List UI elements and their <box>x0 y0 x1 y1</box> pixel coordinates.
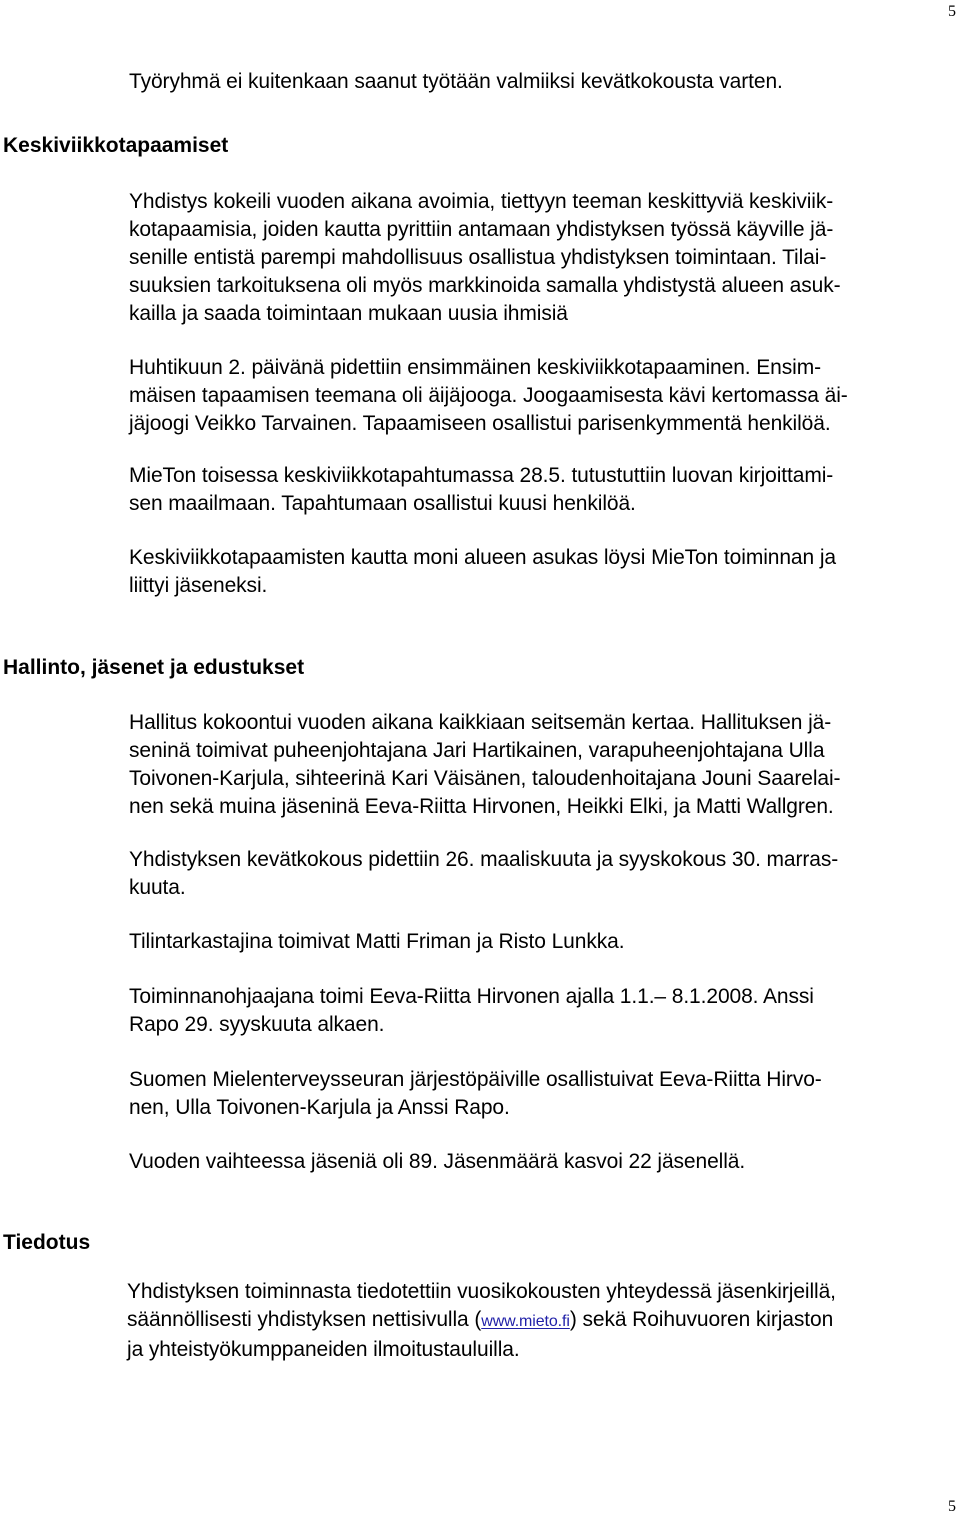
text-line: Toiminnanohjaajana toimi Eeva-Riitta Hirvonen ajalla 1.1.– 8.1.2008. Anssi <box>129 985 814 1008</box>
hallinto-paragraph-5 <box>129 1066 953 1122</box>
hallinto-paragraph-3 <box>129 928 953 956</box>
text-line: senille entistä parempi mahdollisuus osallistua yhdistyksen toimintaan. Tilai- <box>129 246 827 269</box>
text-line: Yhdistyksen toiminnasta tiedotettiin vuosikokousten yhteydessä jäsenkirjeillä, <box>127 1280 836 1303</box>
text-line: Rapo 29. syyskuuta alkaen. <box>129 1013 385 1036</box>
text-line: seninä toimivat puheenjohtajana Jari Hartikainen, varapuheenjohtajana Ulla <box>129 739 825 762</box>
text-line: Hallitus kokoontui vuoden aikana kaikkiaan seitsemän kertaa. Hallituksen jä- <box>129 711 832 734</box>
mieto-website-link[interactable]: www.mieto.fi <box>481 1313 570 1330</box>
text-line: mäisen tapaamisen teemana oli äijäjooga. Joogaamisesta kävi kertomassa äi- <box>129 384 848 407</box>
text-line: nen sekä muina jäseninä Eeva-Riitta Hirvonen, Heikki Elki, ja Matti Wallgren. <box>129 795 834 818</box>
hallinto-paragraph-4 <box>129 983 953 1039</box>
heading-keskiviikkotapaamiset: Keskiviikkotapaamiset <box>3 134 229 157</box>
keskiviikko-paragraph-1 <box>129 188 953 328</box>
text-line: Suomen Mielenterveysseuran järjestöpäiville osallistuivat Eeva-Riitta Hirvo- <box>129 1068 822 1091</box>
page-number-top: 5 <box>948 3 956 20</box>
keskiviikko-paragraph-3 <box>129 462 953 518</box>
text-line: Toivonen-Karjula, sihteerinä Kari Väisänen, taloudenhoitajana Jouni Saarelai- <box>129 767 841 790</box>
keskiviikko-paragraph-4 <box>129 544 953 600</box>
text-line: kailla ja saada toimintaan mukaan uusia ihmisiä <box>129 302 568 325</box>
heading-hallinto: Hallinto, jäsenet ja edustukset <box>3 656 305 679</box>
text-line: jäjoogi Veikko Tarvainen. Tapaamiseen osallistui parisenkymmentä henkilöä. <box>129 412 831 435</box>
tiedotus-paragraph <box>127 1278 951 1364</box>
text-line: Työryhmä ei kuitenkaan saanut työtään valmiiksi kevätkokousta varten. <box>129 70 783 93</box>
text-line: Vuoden vaihteessa jäseniä oli 89. Jäsenmäärä kasvoi 22 jäsenellä. <box>129 1150 746 1173</box>
heading-tiedotus: Tiedotus <box>3 1231 91 1254</box>
intro-paragraph <box>129 68 953 96</box>
page-number-bottom: 5 <box>948 1498 956 1515</box>
keskiviikko-paragraph-2 <box>129 354 953 438</box>
text-line: liittyi jäseneksi. <box>129 574 268 597</box>
hallinto-paragraph-2 <box>129 846 953 902</box>
text-line: Yhdistyksen kevätkokous pidettiin 26. maaliskuuta ja syyskokous 30. marras- <box>129 848 839 871</box>
hallinto-paragraph-1 <box>129 709 953 821</box>
text-line: kuuta. <box>129 876 186 899</box>
text-line-with-link <box>127 1306 951 1336</box>
text-segment: ) sekä Roihuvuoren kirjaston <box>569 1308 834 1331</box>
text-line: suuksien tarkoituksena oli myös markkinoida samalla yhdistystä alueen asuk- <box>129 274 841 297</box>
text-line: MieTon toisessa keskiviikkotapahtumassa 28.5. tutustuttiin luovan kirjoittami- <box>129 464 834 487</box>
text-line: sen maailmaan. Tapahtumaan osallistui kuusi henkilöä. <box>129 492 636 515</box>
text-line: Yhdistys kokeili vuoden aikana avoimia, tiettyyn teeman keskittyviä keskiviik- <box>129 190 834 213</box>
text-line: nen, Ulla Toivonen-Karjula ja Anssi Rapo. <box>129 1096 510 1119</box>
text-line: Huhtikuun 2. päivänä pidettiin ensimmäinen keskiviikkotapaaminen. Ensim- <box>129 356 821 379</box>
text-line: kotapaamisia, joiden kautta pyrittiin antamaan yhdistyksen työssä käyville jä- <box>129 218 834 241</box>
text-line: Tilintarkastajina toimivat Matti Friman ja Risto Lunkka. <box>129 930 625 953</box>
text-line: ja yhteistyökumppaneiden ilmoitustauluilla. <box>127 1338 520 1361</box>
text-line: Keskiviikkotapaamisten kautta moni alueen asukas löysi MieTon toiminnan ja <box>129 546 836 569</box>
text-segment: säännöllisesti yhdistyksen nettisivulla ( <box>127 1308 482 1331</box>
hallinto-paragraph-6 <box>129 1148 953 1176</box>
